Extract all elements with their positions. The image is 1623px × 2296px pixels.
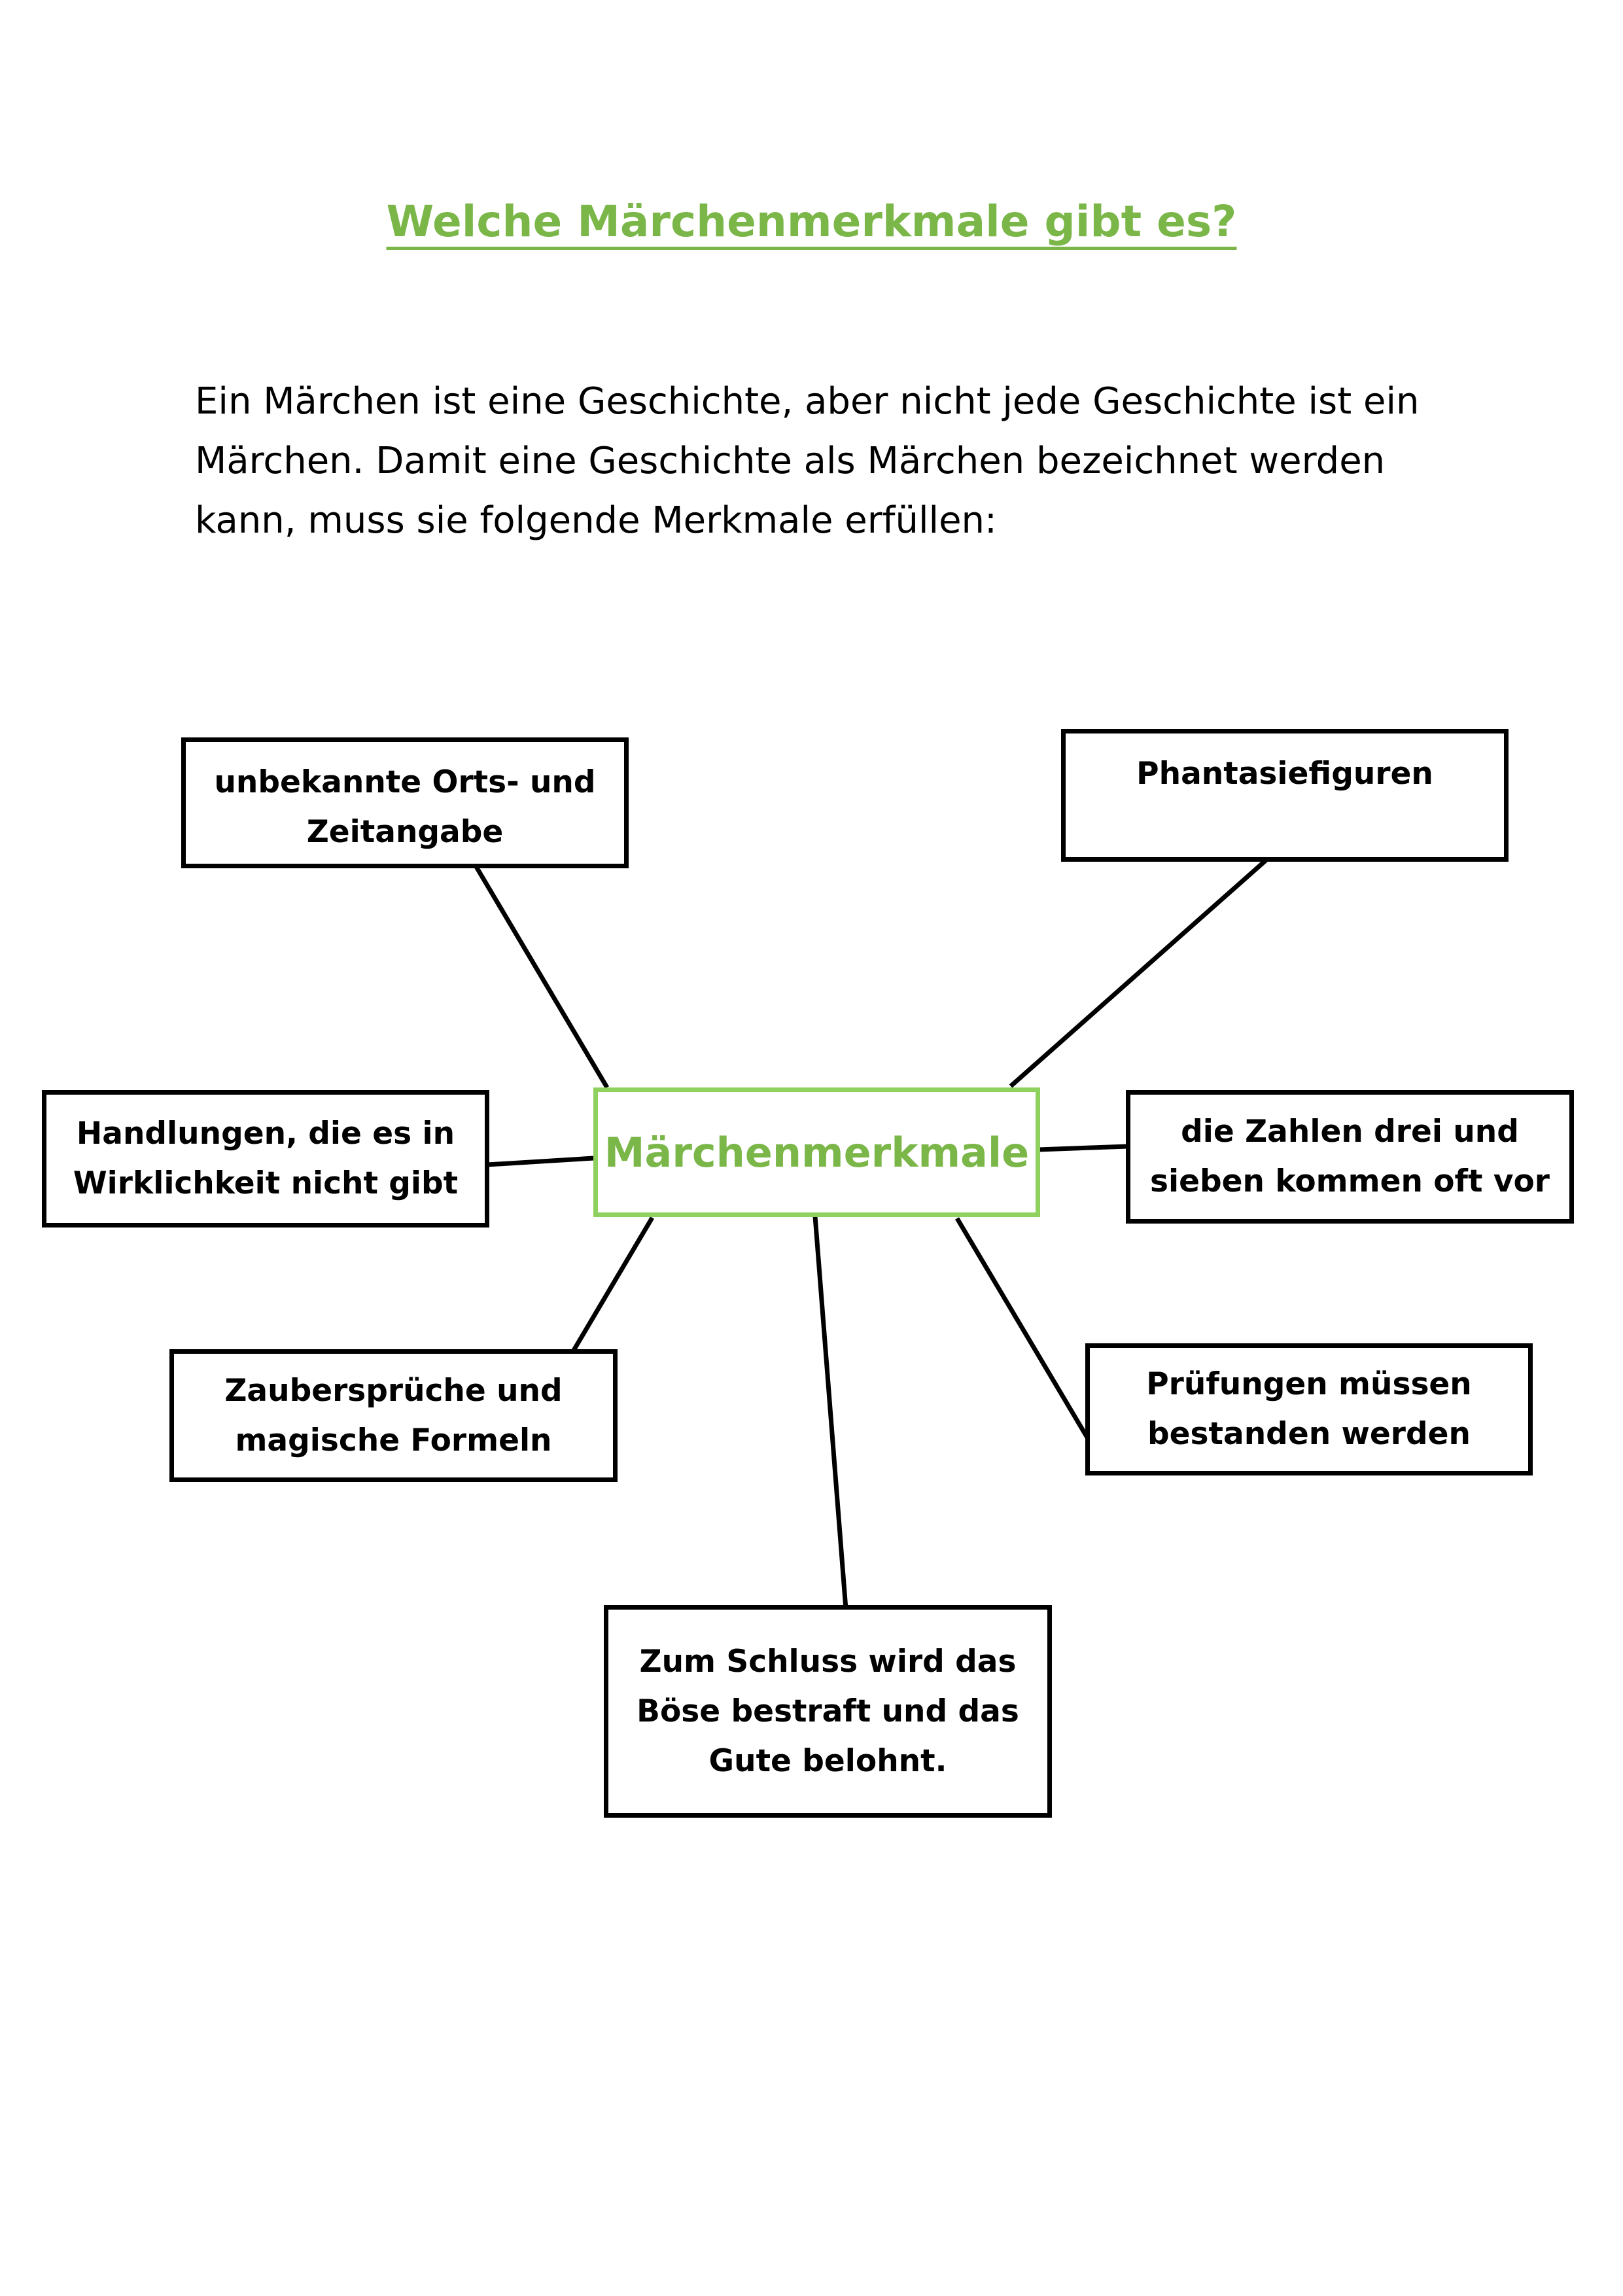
node-label: Handlungen, die es in Wirklichkeit nicht gibt	[73, 1116, 459, 1201]
node-label: Phantasiefiguren	[1136, 756, 1433, 792]
node-label: die Zahlen drei und sieben kommen oft vor	[1150, 1114, 1550, 1199]
connector-orts-zeit	[476, 866, 607, 1087]
node-pruefungen	[1085, 1343, 1533, 1475]
connector-zaubersprueche	[572, 1218, 652, 1352]
node-schluss	[604, 1605, 1052, 1818]
center-node	[593, 1087, 1040, 1217]
connector-zahlen	[1038, 1146, 1128, 1150]
node-label: Zaubersprüche und magische Formeln	[224, 1372, 563, 1458]
connector-pruefungen	[957, 1218, 1087, 1438]
node-phantasiefiguren	[1061, 729, 1509, 862]
center-node-label: Märchenmerkmale	[604, 1128, 1030, 1176]
worksheet-title-text: Welche Märchenmerkmale gibt es?	[386, 196, 1237, 247]
node-zaubersprueche	[169, 1349, 618, 1482]
intro-paragraph: Ein Märchen ist eine Geschichte, aber nicht jede Geschichte ist ein Märchen. Damit eine Geschichte als Märchen bezeichnet werden kann, muss sie folgende Merkmale erfüllen:	[195, 380, 1420, 542]
node-zahlen	[1126, 1090, 1574, 1224]
node-label: unbekannte Orts- und Zeitangabe	[214, 764, 596, 850]
node-label: Prüfungen müssen bestanden werden	[1146, 1366, 1472, 1452]
connector-schluss	[815, 1216, 846, 1609]
connector-phantasiefiguren	[1011, 860, 1266, 1086]
node-label: Zum Schluss wird das Böse bestraft und das Gute belohnt.	[637, 1643, 1019, 1779]
node-orts-zeitangabe	[181, 737, 629, 868]
node-handlungen	[42, 1090, 489, 1227]
connector-handlungen	[487, 1158, 594, 1165]
